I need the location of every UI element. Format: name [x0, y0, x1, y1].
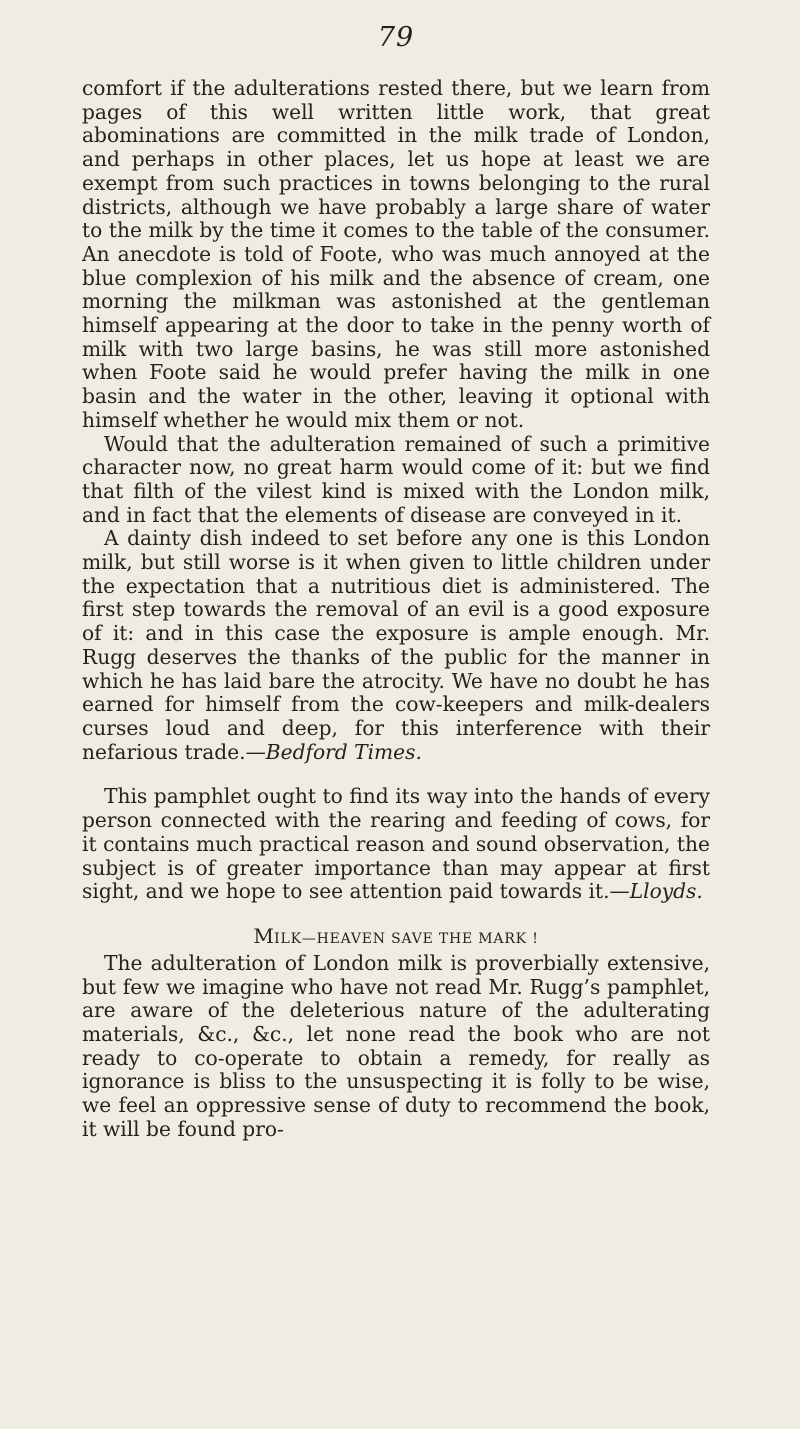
book-page — [82, 22, 710, 1142]
source-bedford-times: Bedford Times. — [265, 739, 422, 764]
heading-first-letter: M — [253, 923, 275, 948]
paragraph-adulteration-extensive: The adulteration of London milk is proverbially extensive, but few we imagine who have not read Mr. Rugg’s pamphlet, are aware of the deleterious nature of the adulterating materials, &c., &c., let none read the book who are not ready to co-operate to obtain a remedy, for really as ignorance is bliss to the unsuspecting it is folly to be wise, we feel an oppressive sense of duty to recommend the book, it will be found pro- — [82, 950, 710, 1141]
paragraph-pamphlet-review — [82, 785, 710, 904]
section-heading — [82, 924, 710, 948]
paragraph-primitive-character: Would that the adulteration remained of such a primitive character now, no great harm would come of it: but we find that filth of the vilest kind is mixed with the London milk, and in fact that the elements of disease are conveyed in it. — [82, 431, 710, 527]
heading-word-rest: ILK — [274, 930, 302, 947]
paragraph-dainty-dish — [82, 527, 710, 764]
paragraph-pamphlet-review-text: This pamphlet ought to find its way into the hands of every person connected with the rearing and feeding of cows, for it contains much practical reason and sound observation, the subject is of greater importance than may appear at first sight, and we hope to see attention paid towards it.— — [82, 784, 710, 904]
page-number: 79 — [377, 22, 415, 53]
paragraph-foote-anecdote: comfort if the adulterations rested there, but we learn from pages of this well written little work, that great abominations are committed in the milk trade of London, and perhaps in other places, let us hope at least we are exempt from such practices in towns belonging to the rural districts, although we have probably a large share of water to the milk by the time it comes to the table of the consumer. An anecdote is told of Foote, who was much annoyed at the blue complexion of his milk and the absence of cream, one morning the milkman was astonished at the gentleman himself appearing at the door to take in the penny worth of milk with two large basins, he was still more astonished when Foote said he would prefer having the milk in one basin and the water in the other, leaving it optional with himself whether he would mix them or not. — [82, 76, 710, 432]
source-lloyds: Lloyds. — [629, 879, 703, 904]
paragraph-dainty-dish-text: A dainty dish indeed to set before any one is this London milk, but still worse is it when given to little children under the expectation that a nutritious diet is administered. The first step towards the removal of an evil is a good exposure of it: and in this case the exposure is ample enough. Mr. Rugg deserves the thanks of the public for the manner in which he has laid bare the atrocity. We have no doubt he has earned for himself from the cow-keepers and milk-dealers curses loud and deep, for this interference with their nefarious trade.— — [82, 526, 710, 764]
heading-tail: —HEAVEN SAVE THE MARK ! — [301, 930, 539, 947]
